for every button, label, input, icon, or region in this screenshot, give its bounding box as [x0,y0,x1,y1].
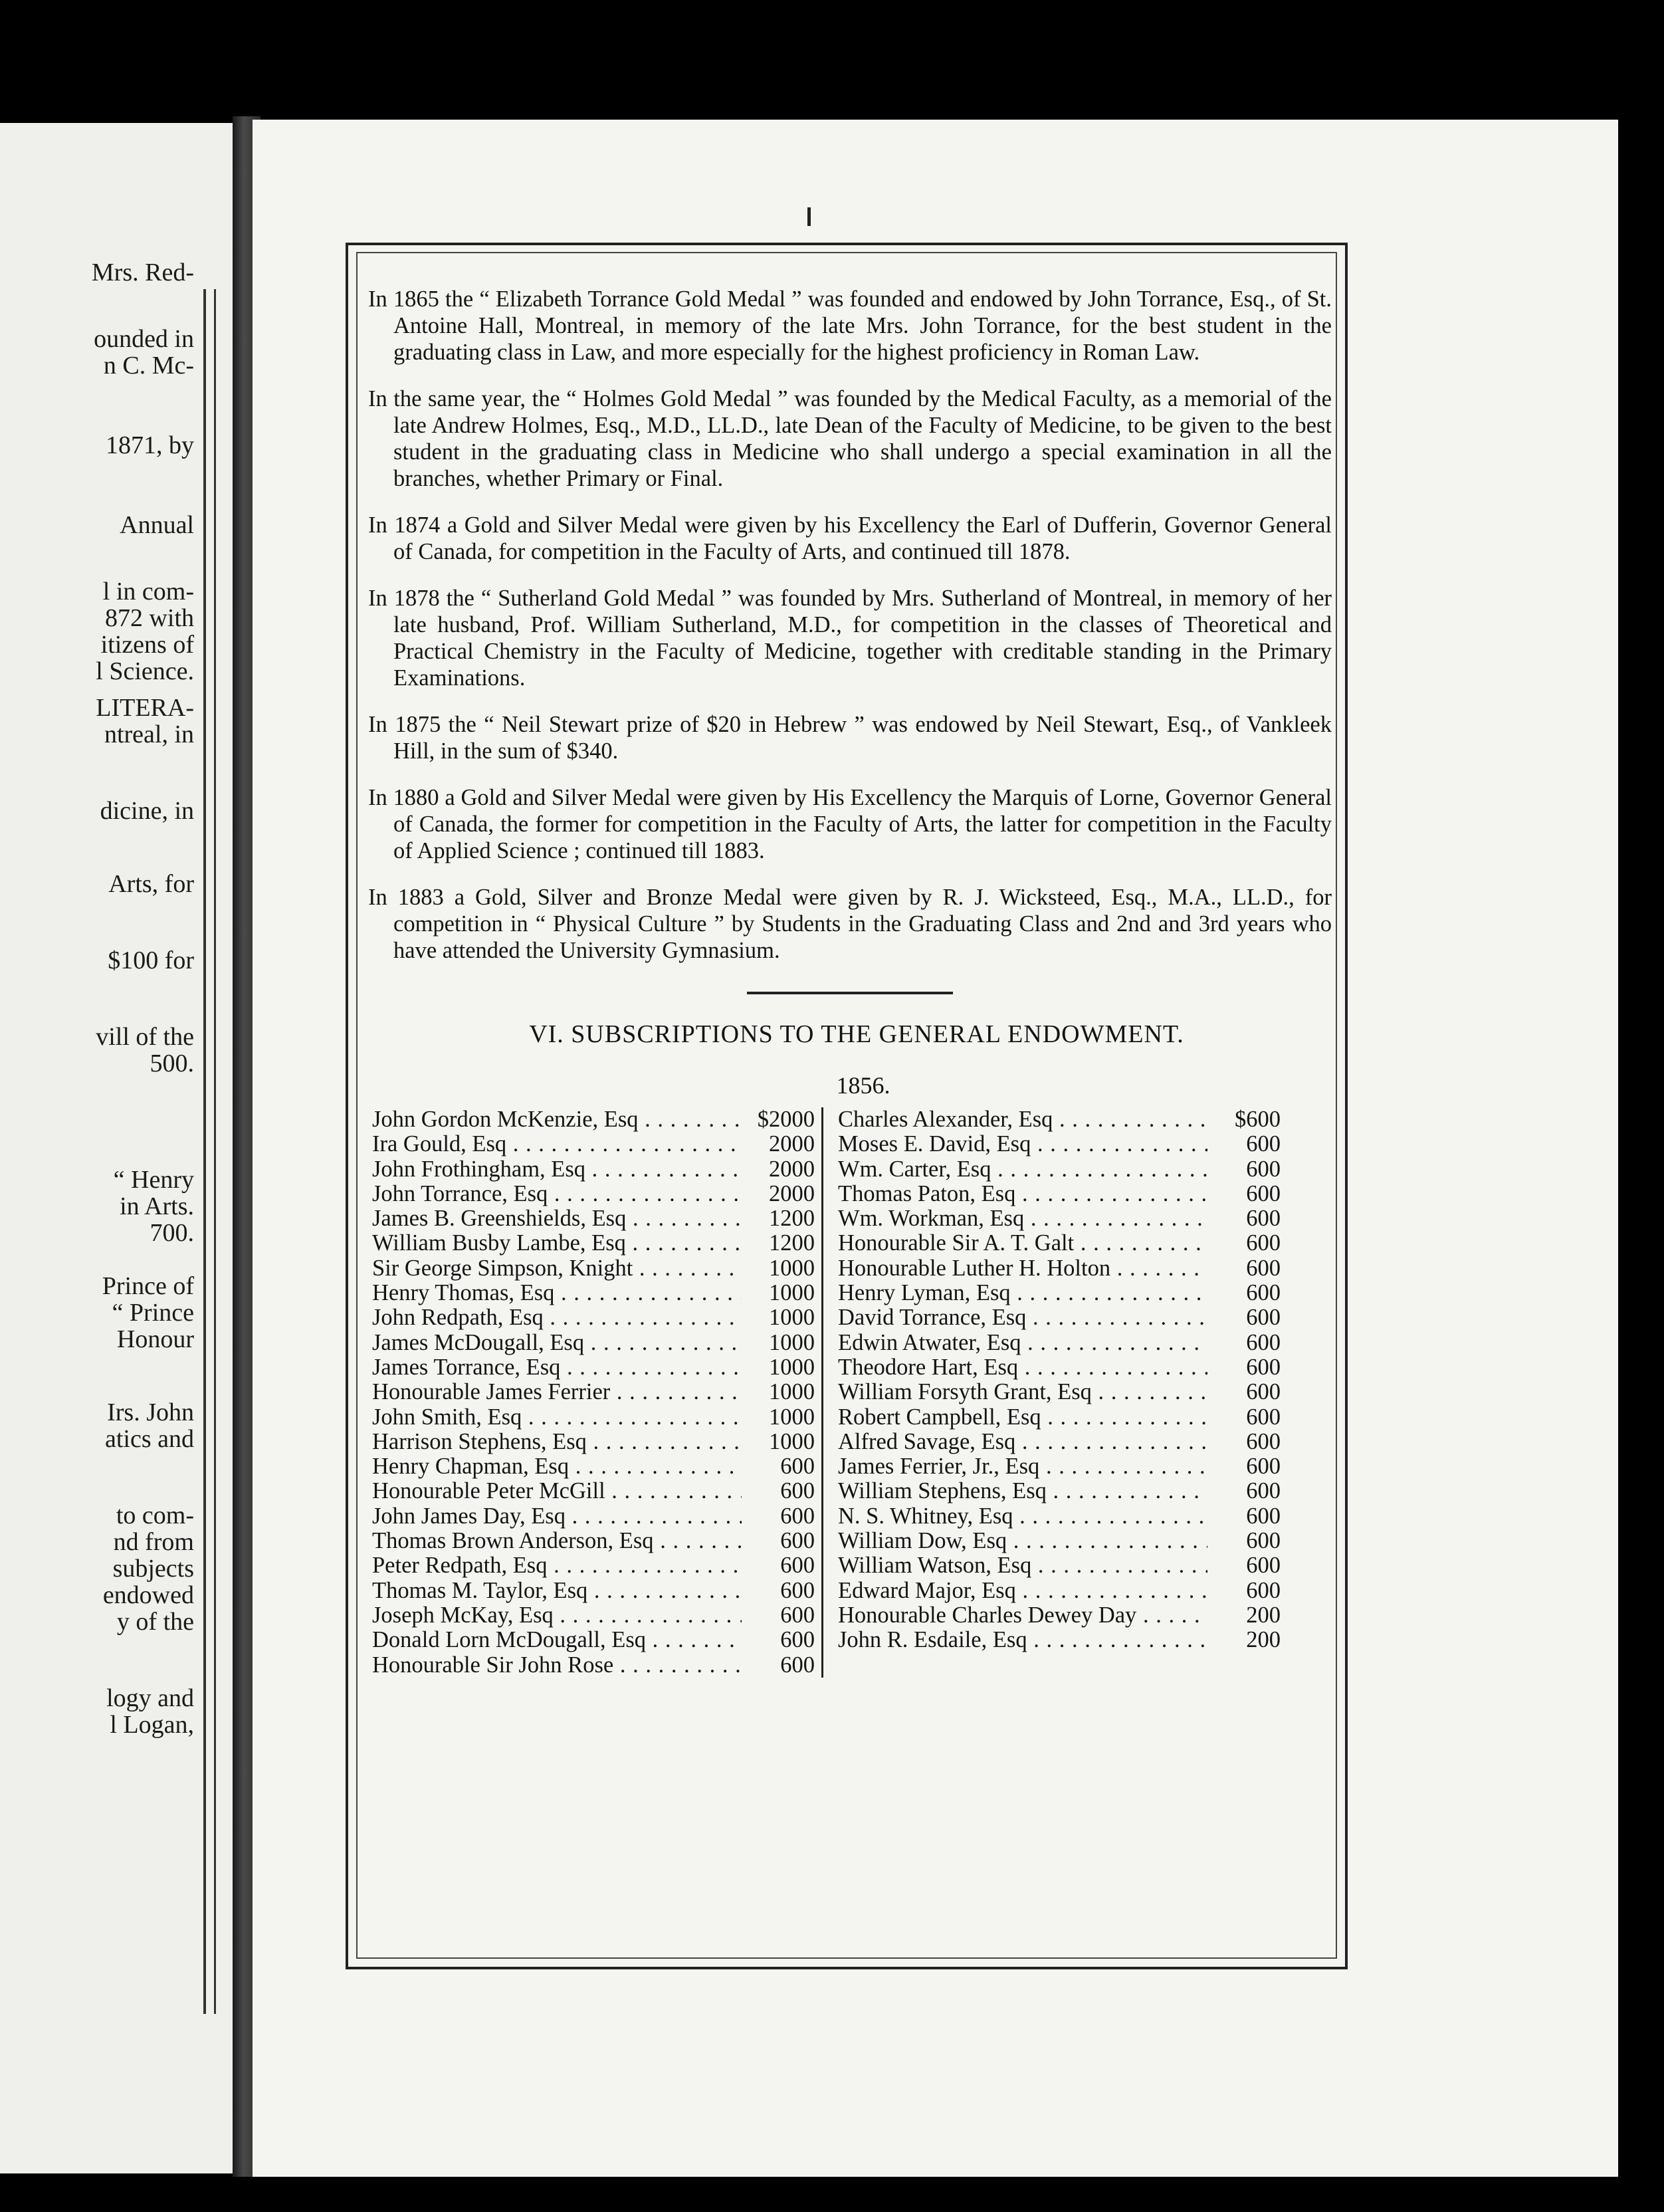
subscription-row [838,1182,1281,1206]
subscription-amount: $2000 [757,1107,815,1132]
subscription-amount: 600 [1246,1354,1281,1380]
subscription-amount: 600 [780,1478,815,1504]
subscription-amount: 600 [1246,1156,1281,1182]
subscription-row [372,1281,815,1305]
subscription-row [838,1405,1281,1430]
subscriber-name: Honourable Sir A. T. Galt . . . [838,1231,1207,1256]
previous-page-line: to com- [116,1501,194,1529]
subscriber-name: Henry Chapman, Esq . . . [372,1454,742,1479]
subscription-amount: 1000 [769,1379,815,1405]
subscription-amount: 600 [1246,1305,1281,1331]
subscriber-name: Wm. Workman, Esq . . . [838,1206,1207,1231]
subscriber-name: John James Day, Esq . . . [372,1504,742,1529]
subscription-amount: 600 [1246,1553,1281,1579]
subscriber-name: James Torrance, Esq . . . [372,1355,742,1380]
subscription-row [372,1628,815,1652]
subscription-year: 1856. [836,1072,890,1099]
subscription-amount: 1000 [769,1404,815,1430]
subscription-row [372,1305,815,1330]
subscription-amount: 600 [1246,1503,1281,1529]
subscriber-name: William Stephens, Esq . . . [838,1479,1207,1503]
subscriber-name: William Watson, Esq . . . [838,1553,1207,1578]
paragraph-dufferin-medal: In 1874 a Gold and Silver Medal were given by his Excellency the Earl of Dufferin, Governor General of Canada, for competition in the Faculty of Arts, and continued till 1878. [368,512,1332,564]
subscriber-name: Alfred Savage, Esq . . . [838,1430,1207,1454]
subscriber-name: Thomas M. Taylor, Esq . . . [372,1579,742,1603]
subscription-amount: 600 [780,1652,815,1678]
subscription-amount: 600 [1246,1428,1281,1454]
previous-page-line: vill of the [96,1023,194,1051]
subscriber-name: Honourable Peter McGill . . . [372,1479,742,1503]
subscription-amount: 1000 [769,1354,815,1380]
subscription-row [838,1603,1281,1628]
subscription-row [372,1454,815,1479]
subscription-row [372,1182,815,1206]
subscription-amount: 1200 [769,1206,815,1232]
subscription-amount: 600 [1246,1404,1281,1430]
subscription-amount: 600 [1246,1180,1281,1206]
previous-page-line: nd from [113,1528,194,1556]
subscription-row [838,1553,1281,1578]
subscriber-name: John Frothingham, Esq . . . [372,1157,742,1182]
subscription-amount: 1200 [769,1230,815,1256]
subscriber-name: Joseph McKay, Esq . . . [372,1603,742,1628]
subscription-row [372,1405,815,1430]
subscription-row [372,1380,815,1404]
subscriber-name: Thomas Paton, Esq . . . [838,1182,1207,1206]
subscription-row [372,1529,815,1553]
subscription-row [838,1355,1281,1380]
subscription-amount: 600 [1246,1206,1281,1232]
subscription-row [838,1380,1281,1404]
subscriber-name: James McDougall, Esq . . . [372,1331,742,1355]
previous-page-line: itizens of [100,631,194,659]
subscriber-name: Harrison Stephens, Esq . . . [372,1430,742,1454]
subscriber-name: Edwin Atwater, Esq . . . [838,1331,1207,1355]
previous-page-frame-line [203,289,206,2014]
previous-page-line: in Arts. [120,1192,194,1220]
subscription-row [372,1603,815,1628]
previous-page-line: Arts, for [108,870,194,898]
subscription-row [372,1653,815,1678]
subscription-amount: 1000 [769,1305,815,1331]
book-page [253,120,1618,2177]
subscriber-name: N. S. Whitney, Esq . . . [838,1504,1207,1529]
subscriber-name: James Ferrier, Jr., Esq . . . [838,1454,1207,1479]
subscriber-name: James B. Greenshields, Esq . . . [372,1206,742,1231]
subscription-row [838,1579,1281,1603]
subscriber-name: John Gordon McKenzie, Esq . . . [372,1107,742,1132]
subscriber-name: Sir George Simpson, Knight . . . [372,1256,742,1281]
subscriber-name: Theodore Hart, Esq . . . [838,1355,1207,1380]
subscription-amount: 600 [1246,1230,1281,1256]
subscriber-name: Robert Campbell, Esq . . . [838,1405,1207,1430]
paragraph-neil-stewart-prize: In 1875 the “ Neil Stewart prize of $20 in Hebrew ” was endowed by Neil Stewart, Esq., of Vankleek Hill, in the sum of $340. [368,712,1332,764]
subscription-amount: 600 [780,1627,815,1653]
subscription-amount: 600 [1246,1131,1281,1157]
section-title: VI. SUBSCRIPTIONS TO THE GENERAL ENDOWMENT. [529,1020,1184,1048]
subscriber-name: Honourable Charles Dewey Day . . . [838,1603,1207,1628]
subscriber-name: Edward Major, Esq . . . [838,1579,1207,1603]
subscription-amount: 600 [780,1577,815,1603]
subscription-amount: 600 [1246,1255,1281,1281]
subscriptions-list [372,1107,1281,1678]
subscription-row [838,1430,1281,1454]
subscription-amount: 600 [780,1454,815,1480]
subscriber-name: Henry Lyman, Esq . . . [838,1281,1207,1305]
previous-page-line: Annual [120,511,194,539]
previous-page-line: y of the [116,1608,194,1636]
subscription-row [372,1231,815,1256]
previous-page-line: subjects [112,1555,194,1583]
previous-page-line: 1871, by [106,431,194,459]
subscriptions-column-left [372,1107,823,1678]
subscription-row [838,1231,1281,1256]
subscription-amount: 600 [1246,1478,1281,1504]
subscriber-name: John Smith, Esq . . . [372,1405,742,1430]
subscriber-name: John Torrance, Esq . . . [372,1182,742,1206]
subscriber-name: Honourable Sir John Rose . . . [372,1653,742,1678]
previous-page-line: ounded in [94,325,194,353]
subscriber-name: William Dow, Esq . . . [838,1529,1207,1553]
previous-page-line: l Science. [96,657,194,685]
subscription-amount: 1000 [769,1329,815,1355]
subscription-row [838,1157,1281,1182]
subscription-row [838,1479,1281,1503]
subscriber-name: Donald Lorn McDougall, Esq . . . [372,1628,742,1652]
previous-page-line: “ Prince [112,1299,194,1327]
subscription-row [838,1454,1281,1479]
subscription-row [372,1553,815,1578]
subscriber-name: Peter Redpath, Esq . . . [372,1553,742,1578]
subscription-row [838,1331,1281,1355]
subscription-amount: 600 [780,1528,815,1554]
subscription-row [838,1132,1281,1157]
previous-page-line: l in com- [102,578,194,606]
previous-page-line: atics and [104,1425,194,1453]
subscriber-name: Wm. Carter, Esq . . . [838,1157,1207,1182]
previous-page-line: Mrs. Red- [91,259,194,286]
page-content [368,286,1332,1678]
subscription-amount: 1000 [769,1428,815,1454]
subscription-row [372,1430,815,1454]
subscription-amount: 600 [1246,1329,1281,1355]
subscription-row [372,1355,815,1380]
paragraph-wicksteed-medal: In 1883 a Gold, Silver and Bronze Medal were given by R. J. Wicksteed, Esq., M.A., LL.D., for competition in “ Physical Culture ” by Students in the Graduating Class and 2nd and 3rd years who have attended the University Gymnasium. [368,885,1332,963]
subscription-row [838,1206,1281,1231]
previous-page-line: LITERA- [96,694,194,722]
ink-mark [807,207,811,226]
subscription-amount: 600 [1246,1379,1281,1405]
subscriber-name: Henry Thomas, Esq . . . [372,1281,742,1305]
previous-page-fragment [0,123,233,2173]
subscription-amount: 600 [780,1602,815,1628]
section-divider [747,992,953,994]
subscriber-name: Moses E. David, Esq . . . [838,1132,1207,1157]
subscription-amount: 1000 [769,1280,815,1306]
subscription-amount: 600 [1246,1528,1281,1554]
subscription-amount: 600 [1246,1577,1281,1603]
paragraph-holmes-medal: In the same year, the “ Holmes Gold Medal ” was founded by the Medical Faculty, as a memorial of the late Andrew Holmes, Esq., M.D., LL.D., late Dean of the Faculty of Medicine, to be given to the best student in the graduating class in Medicine who shall undergo a special examination in all the branches, whether Primary or Final. [368,386,1332,491]
previous-page-line: endowed [102,1581,194,1609]
subscriber-name: William Forsyth Grant, Esq . . . [838,1380,1207,1404]
subscription-amount: $600 [1235,1107,1281,1132]
previous-page-line: l Logan, [110,1711,194,1739]
previous-page-line: “ Henry [113,1166,194,1194]
paragraph-sutherland-medal: In 1878 the “ Sutherland Gold Medal ” was founded by Mrs. Sutherland of Montreal, in memory of her late husband, Prof. William Sutherland, M.D., for competition in the classes of Theoretical and Practical Chemistry in the Faculty of Medicine, together with creditable standing in the Primary Examinations. [368,586,1332,691]
subscription-row [838,1628,1281,1652]
previous-page-line: dicine, in [100,797,194,825]
subscription-row [372,1579,815,1603]
subscription-row [838,1305,1281,1330]
subscription-row [838,1281,1281,1305]
subscription-row [372,1331,815,1355]
paragraph-lorne-medal: In 1880 a Gold and Silver Medal were given by His Excellency the Marquis of Lorne, Governor General of Canada, the former for competition in the Faculty of Arts, the latter for competition in the Faculty of Applied Science ; continued till 1883. [368,785,1332,863]
subscription-amount: 200 [1246,1602,1281,1628]
previous-page-line: 872 with [104,604,194,632]
subscription-amount: 600 [780,1503,815,1529]
subscription-amount: 1000 [769,1255,815,1281]
subscriber-name: John R. Esdaile, Esq . . . [838,1628,1207,1652]
subscription-row [372,1256,815,1281]
subscription-row [372,1479,815,1503]
subscriber-name: Ira Gould, Esq . . . [372,1132,742,1157]
previous-page-line: logy and [106,1684,194,1712]
subscriber-name: John Redpath, Esq . . . [372,1305,742,1330]
previous-page-line: 700. [150,1219,194,1247]
subscriber-name: William Busby Lambe, Esq . . . [372,1231,742,1256]
subscription-amount: 2000 [769,1180,815,1206]
subscription-amount: 600 [780,1553,815,1579]
previous-page-line: $100 for [108,946,194,974]
subscription-row [372,1107,815,1132]
previous-page-line: n C. Mc- [103,352,194,380]
subscription-row [838,1504,1281,1529]
previous-page-line: Prince of [102,1272,194,1300]
subscription-amount: 600 [1246,1280,1281,1306]
subscription-row [372,1157,815,1182]
subscription-row [372,1206,815,1231]
subscription-row [372,1504,815,1529]
previous-page-line: Honour [116,1325,194,1353]
subscription-row [838,1256,1281,1281]
subscription-amount: 200 [1246,1627,1281,1653]
subscription-row [838,1529,1281,1553]
subscriber-name: Charles Alexander, Esq . . . [838,1107,1207,1132]
previous-page-line: ntreal, in [104,720,194,748]
previous-page-line: 500. [150,1050,194,1077]
subscription-amount: 2000 [769,1156,815,1182]
subscriber-name: Honourable James Ferrier . . . [372,1380,742,1404]
subscription-amount: 2000 [769,1131,815,1157]
subscriptions-column-right [823,1107,1281,1678]
subscription-amount: 600 [1246,1454,1281,1480]
subscription-row [838,1107,1281,1132]
subscription-row [372,1132,815,1157]
previous-page-line: Irs. John [107,1398,194,1426]
previous-page-frame-line-outer [214,289,216,2014]
paragraph-torrance-medal: In 1865 the “ Elizabeth Torrance Gold Medal ” was founded and endowed by John Torrance, Esq., of St. Antoine Hall, Montreal, in memory of the late Mrs. John Torrance, for the best student in the graduating class in Law, and more especially for the highest proficiency in Roman Law. [368,286,1332,365]
subscriber-name: David Torrance, Esq . . . [838,1305,1207,1330]
subscriber-name: Honourable Luther H. Holton . . . [838,1256,1207,1281]
subscriber-name: Thomas Brown Anderson, Esq . . . [372,1529,742,1553]
